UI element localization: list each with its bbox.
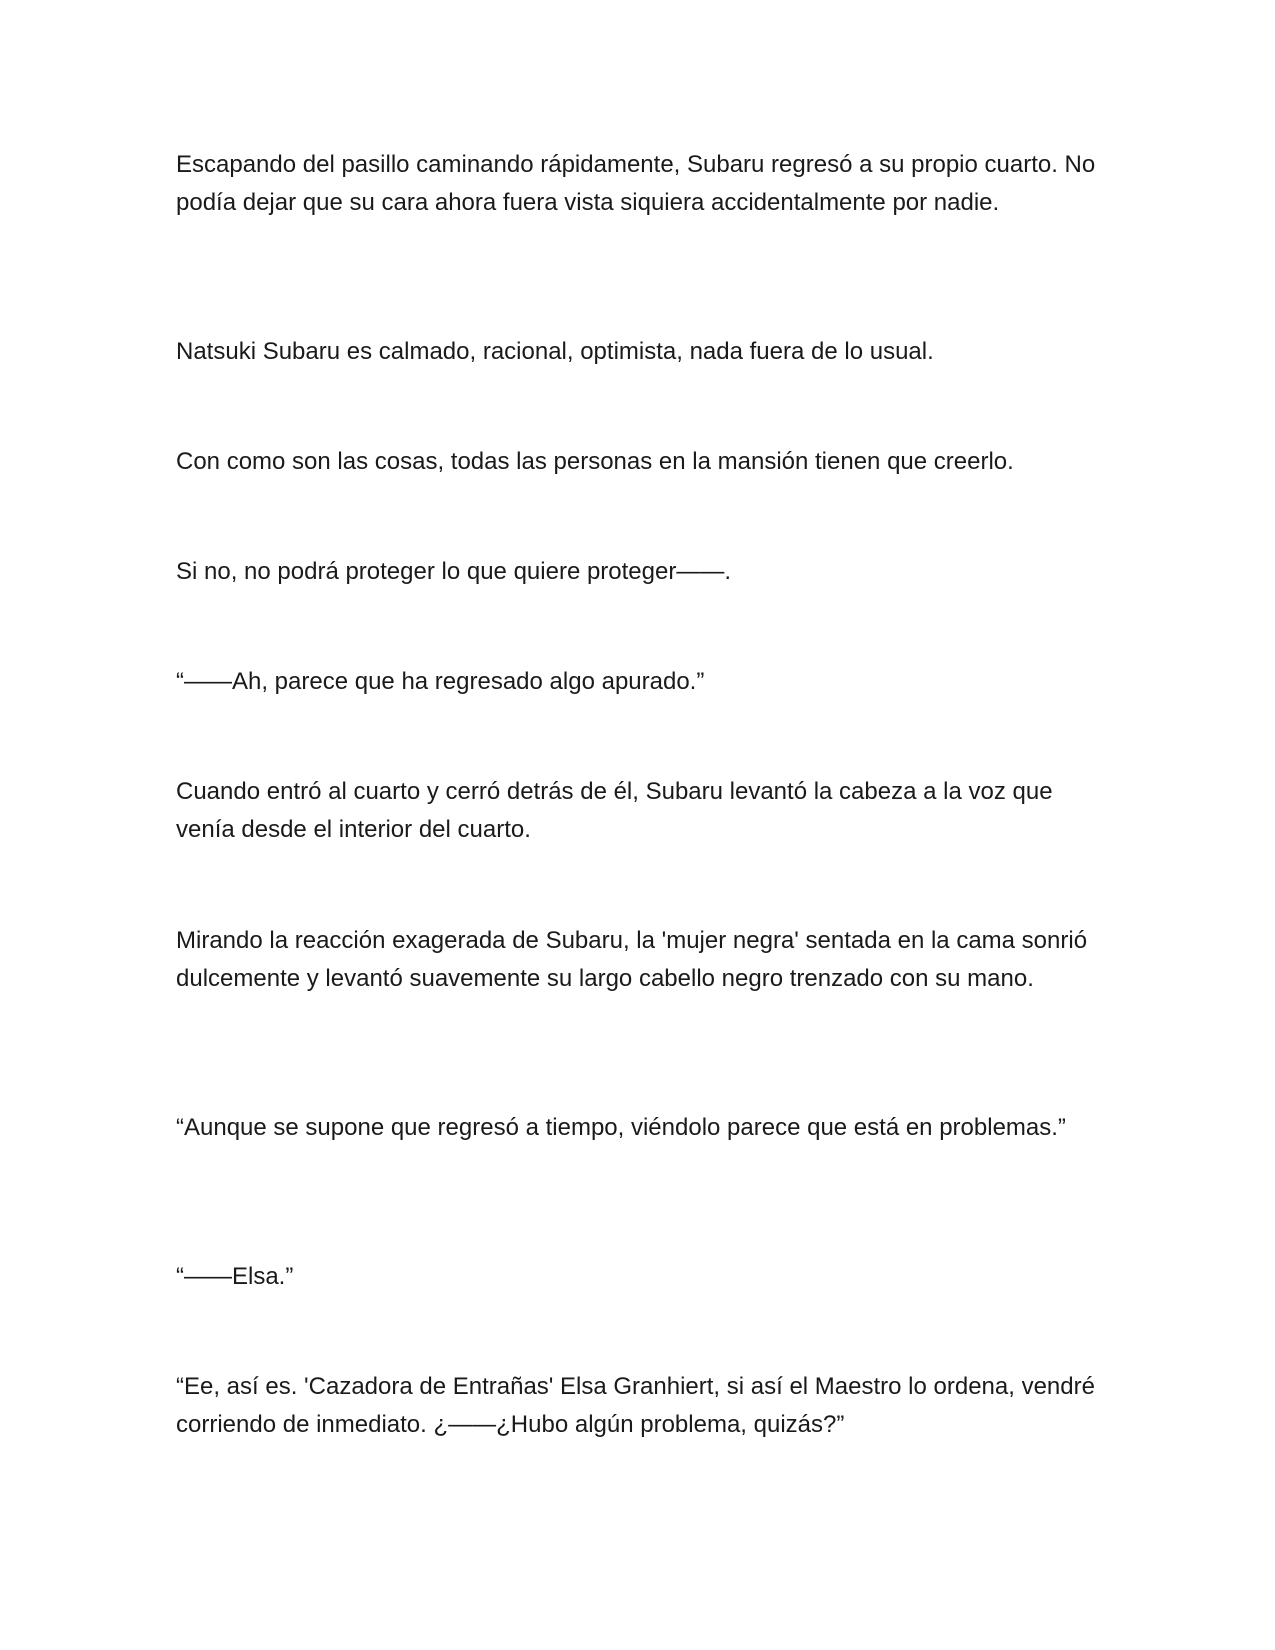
paragraph-4: Si no, no podrá proteger lo que quiere proteger——. bbox=[176, 558, 732, 585]
paragraph-7: Mirando la reacción exagerada de Subaru, la 'mujer negra' sentada en la cama sonrió dulcemente y levantó suavemente su largo cabello negro trenzado con su mano. bbox=[176, 927, 1088, 992]
paragraph-3: Con como son las cosas, todas las personas en la mansión tienen que creerlo. bbox=[176, 448, 1014, 475]
paragraph-5: “——Ah, parece que ha regresado algo apurado.” bbox=[176, 668, 705, 695]
paragraph-6: Cuando entró al cuarto y cerró detrás de él, Subaru levantó la cabeza a la voz que venía desde el interior del cuarto. bbox=[176, 778, 1053, 843]
paragraph-2: Natsuki Subaru es calmado, racional, optimista, nada fuera de lo usual. bbox=[176, 338, 934, 365]
paragraph-10: “Ee, así es. 'Cazadora de Entrañas' Elsa Granhiert, si así el Maestro lo ordena, vendré corriendo de inmediato. ¿——¿Hubo algún problema, quizás?” bbox=[176, 1373, 1095, 1438]
paragraph-8: “Aunque se supone que regresó a tiempo, viéndolo parece que está en problemas.” bbox=[176, 1114, 1066, 1141]
paragraph-9: “——Elsa.” bbox=[176, 1263, 294, 1290]
paragraph-1: Escapando del pasillo caminando rápidamente, Subaru regresó a su propio cuarto. No podía dejar que su cara ahora fuera vista siquiera accidentalmente por nadie. bbox=[176, 151, 1096, 216]
